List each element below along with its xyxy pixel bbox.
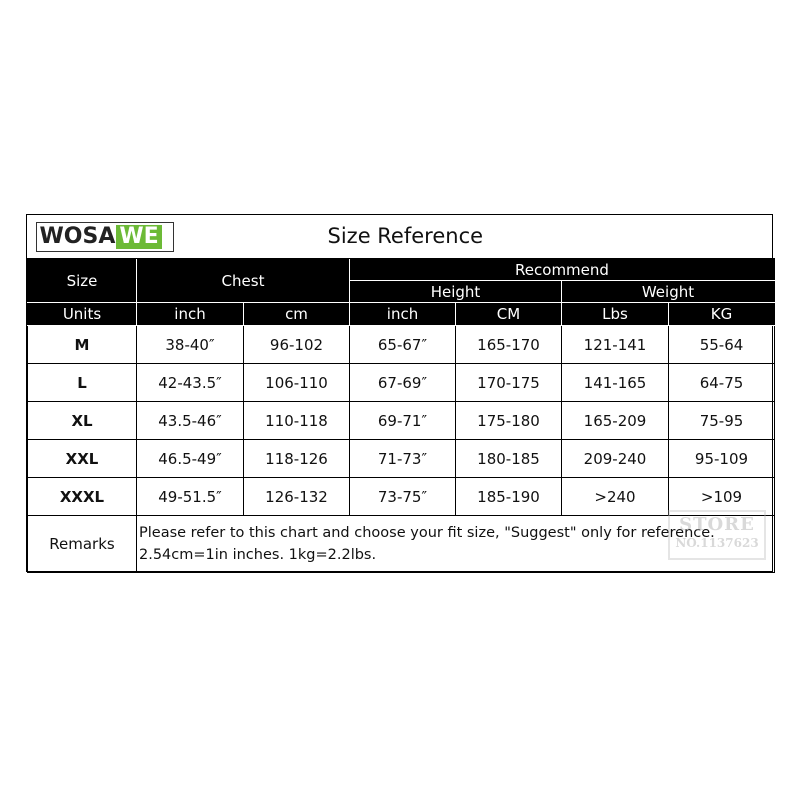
weight-lbs-cell: 121-141 <box>562 326 669 364</box>
unit-chest-cm: cm <box>244 303 350 326</box>
weight-lbs-cell: 209-240 <box>562 440 669 478</box>
brand-logo <box>36 222 174 252</box>
header-chest: Chest <box>137 259 350 303</box>
height-cm-cell: 185-190 <box>456 478 562 516</box>
remarks-line-1: Please refer to this chart and choose your fit size, "Suggest" only for reference. <box>139 525 715 541</box>
watermark-line-1: STORE <box>679 514 755 535</box>
size-cell: L <box>28 364 137 402</box>
weight-kg-cell: 75-95 <box>669 402 775 440</box>
chest-inch-cell: 42-43.5″ <box>137 364 244 402</box>
weight-lbs-cell: 141-165 <box>562 364 669 402</box>
chest-cm-cell: 96-102 <box>244 326 350 364</box>
table-row <box>28 478 775 516</box>
header-height: Height <box>350 281 562 303</box>
chest-cm-cell: 126-132 <box>244 478 350 516</box>
logo-text-green: WE <box>116 225 161 249</box>
height-inch-cell: 71-73″ <box>350 440 456 478</box>
unit-height-inch: inch <box>350 303 456 326</box>
chest-inch-cell: 49-51.5″ <box>137 478 244 516</box>
size-cell: M <box>28 326 137 364</box>
unit-weight-kg: KG <box>669 303 775 326</box>
remarks-row <box>28 516 775 573</box>
table-row <box>28 364 775 402</box>
unit-chest-inch: inch <box>137 303 244 326</box>
size-cell: XXL <box>28 440 137 478</box>
unit-weight-lbs: Lbs <box>562 303 669 326</box>
header-weight: Weight <box>562 281 775 303</box>
weight-kg-cell: 55-64 <box>669 326 775 364</box>
watermark-line-2: NO.1137623 <box>675 536 759 550</box>
table-row <box>28 402 775 440</box>
weight-kg-cell: 95-109 <box>669 440 775 478</box>
remarks-label: Remarks <box>28 516 137 573</box>
title-row <box>28 215 775 259</box>
chest-cm-cell: 118-126 <box>244 440 350 478</box>
size-chart <box>26 214 773 572</box>
height-inch-cell: 65-67″ <box>350 326 456 364</box>
unit-height-cm: CM <box>456 303 562 326</box>
unit-label: Units <box>28 303 137 326</box>
chest-inch-cell: 46.5-49″ <box>137 440 244 478</box>
weight-kg-cell: 64-75 <box>669 364 775 402</box>
chest-inch-cell: 43.5-46″ <box>137 402 244 440</box>
chest-cm-cell: 110-118 <box>244 402 350 440</box>
size-table <box>27 215 775 573</box>
chest-cm-cell: 106-110 <box>244 364 350 402</box>
weight-lbs-cell: >240 <box>562 478 669 516</box>
store-watermark <box>668 510 766 560</box>
height-cm-cell: 180-185 <box>456 440 562 478</box>
chest-inch-cell: 38-40″ <box>137 326 244 364</box>
weight-kg-cell: >109 <box>669 478 775 516</box>
logo-text-dark: WOSA <box>39 224 116 249</box>
size-cell: XL <box>28 402 137 440</box>
weight-lbs-cell: 165-209 <box>562 402 669 440</box>
page-title: Size Reference <box>327 224 484 248</box>
size-cell: XXXL <box>28 478 137 516</box>
table-row <box>28 440 775 478</box>
height-inch-cell: 67-69″ <box>350 364 456 402</box>
height-cm-cell: 165-170 <box>456 326 562 364</box>
table-row <box>28 326 775 364</box>
remarks-line-2: 2.54cm=1in inches. 1kg=2.2lbs. <box>139 547 377 563</box>
height-inch-cell: 73-75″ <box>350 478 456 516</box>
height-inch-cell: 69-71″ <box>350 402 456 440</box>
height-cm-cell: 175-180 <box>456 402 562 440</box>
height-cm-cell: 170-175 <box>456 364 562 402</box>
header-recommend: Recommend <box>350 259 775 281</box>
header-size: Size <box>28 259 137 303</box>
